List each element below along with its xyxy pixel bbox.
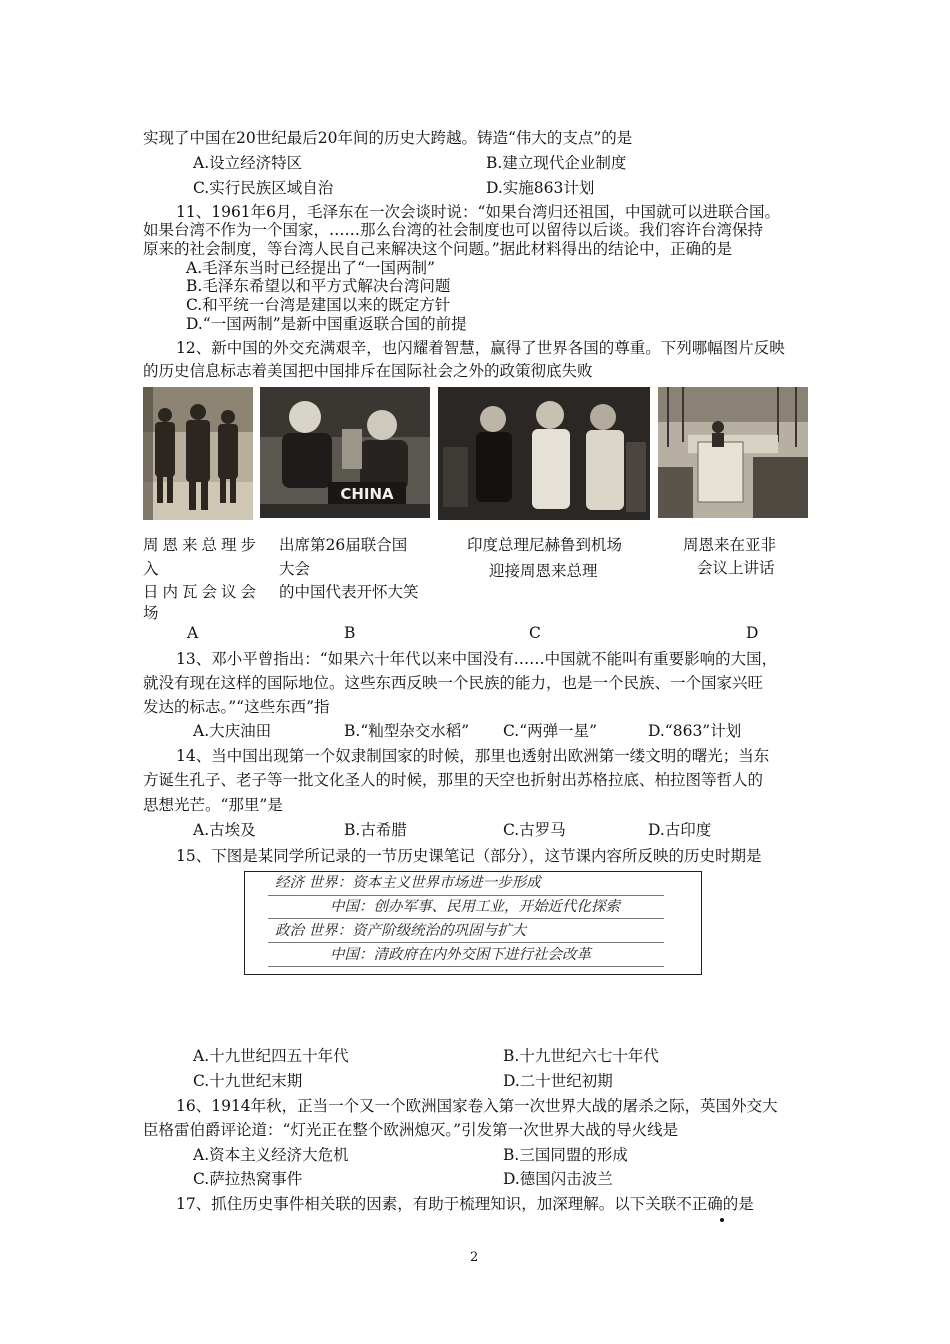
q13-option-c: C.“两弹一星” xyxy=(503,722,598,740)
q11-option-d: D.“一国两制”是新中国重返联合国的前提 xyxy=(186,315,467,333)
q17-stem-line-1: 17、抓住历史事件相关联的因素，有助于梳理知识，加深理解。以下关联不正确的是 xyxy=(176,1195,754,1213)
q11-stem-line-3: 原来的社会制度，等台湾人民自己来解决这个问题。”据此材料得出的结论中，正确的是 xyxy=(143,240,733,258)
photo-letter-c: C xyxy=(529,624,541,642)
note-line-2: 中国：创办军事、民用工业，开始近代化探索 xyxy=(330,899,620,915)
emphasis-dot xyxy=(720,1218,724,1222)
q14-option-d: D.古印度 xyxy=(648,821,712,839)
q15-option-b: B.十九世纪六七十年代 xyxy=(503,1047,659,1065)
q16-stem-line-1: 16、1914年秋，正当一个又一个欧洲国家卷入第一次世界大战的屠杀之际，英国外交大 xyxy=(176,1097,778,1115)
q14-option-c: C.古罗马 xyxy=(503,821,566,839)
page-number: 2 xyxy=(470,1250,479,1265)
note-line-4: 中国：清政府在内外交困下进行社会改革 xyxy=(330,947,591,963)
photo-letter-a: A xyxy=(187,624,199,642)
q13-option-d: D.“863”计划 xyxy=(648,722,742,740)
note-rule-4 xyxy=(268,966,664,967)
q10-option-d: D.实施863计划 xyxy=(486,179,595,197)
q13-option-a: A.大庆油田 xyxy=(193,722,272,740)
caption-c-line-1: 印度总理尼赫鲁到机场 xyxy=(467,536,623,554)
q14-stem-line-1: 14、当中国出现第一个奴隶制国家的时候，那里也透射出欧洲第一缕文明的曙光；当东 xyxy=(176,747,770,765)
q13-option-b: B.“籼型杂交水稻” xyxy=(344,722,470,740)
photo-b-china-sign: CHINA xyxy=(340,485,394,503)
caption-b-line-3: 的中国代表开怀大笑 xyxy=(279,583,419,601)
q11-option-a: A.毛泽东当时已经提出了“一国两制” xyxy=(186,259,435,277)
q11-option-b: B.毛泽东希望以和平方式解决台湾问题 xyxy=(186,277,451,295)
photo-letter-b: B xyxy=(344,624,356,642)
q13-stem-line-1: 13、邓小平曾指出：“如果六十年代以来中国没有……中国就不能叫有重要影响的大国， xyxy=(176,650,778,668)
caption-a-line-2: 入 xyxy=(143,560,159,578)
q13-stem-line-2: 就没有现在这样的国际地位。这些东西反映一个民族的能力，也是一个民族、一个国家兴旺 xyxy=(143,674,764,692)
q16-option-d: D.德国闪击波兰 xyxy=(503,1170,613,1188)
q15-option-a: A.十九世纪四五十年代 xyxy=(193,1047,349,1065)
note-line-3: 政治 世界：资产阶级统治的巩固与扩大 xyxy=(275,923,527,939)
caption-a-line-4: 场 xyxy=(143,604,159,622)
q12-stem-line-2: 的历史信息标志着美国把中国排斥在国际社会之外的政策彻底失败 xyxy=(143,362,593,380)
q10-option-b: B.建立现代企业制度 xyxy=(486,154,627,172)
photo-b-un-delegation xyxy=(260,387,430,518)
note-rule-3 xyxy=(268,942,664,943)
note-rule-2 xyxy=(268,918,664,919)
q13-stem-line-3: 发达的标志。”“这些东西”指 xyxy=(143,698,330,716)
q15-option-c: C.十九世纪末期 xyxy=(193,1072,303,1090)
caption-a-line-3: 日内瓦会议会 xyxy=(143,583,261,601)
q11-stem-line-2: 如果台湾不作为一个国家，……那么台湾的社会制度也可以留待以后谈。我们容许台湾保持 xyxy=(143,221,764,239)
caption-d-line-1: 周恩来在亚非 xyxy=(683,536,777,554)
q16-stem-line-2: 臣格雷伯爵评论道：“灯光正在整个欧洲熄灭。”引发第一次世界大战的导火线是 xyxy=(143,1121,679,1139)
note-rule-1 xyxy=(268,895,664,896)
caption-b-line-2: 大会 xyxy=(279,560,311,578)
photo-a-zhou-enlai-geneva xyxy=(143,387,253,520)
q10-option-a: A.设立经济特区 xyxy=(193,154,303,172)
photo-c-nehru-welcomes-zhou xyxy=(438,387,650,520)
caption-a-line-1: 周恩来总理步 xyxy=(143,536,261,554)
q15-stem-line-1: 15、下图是某同学所记录的一节历史课笔记（部分），这节课内容所反映的历史时期是 xyxy=(176,847,762,865)
caption-c-line-2: 迎接周恩来总理 xyxy=(489,562,598,580)
caption-b-line-1: 出席第26届联合国 xyxy=(279,536,408,554)
q10-stem-line: 实现了中国在20世纪最后20年间的历史大跨越。铸造“伟大的支点”的是 xyxy=(143,129,633,147)
photo-letter-d: D xyxy=(746,624,759,642)
caption-d-line-2: 会议上讲话 xyxy=(697,559,775,577)
q14-option-a: A.古埃及 xyxy=(193,821,256,839)
q16-option-a: A.资本主义经济大危机 xyxy=(193,1146,349,1164)
q11-stem-line-1: 11、1961年6月，毛泽东在一次会谈时说：“如果台湾归还祖国，中国就可以进联合国。 xyxy=(176,203,780,221)
q10-option-c: C.实行民族区域自治 xyxy=(193,179,334,197)
q14-stem-line-2: 方诞生孔子、老子等一批文化圣人的时候，那里的天空也折射出苏格拉底、柏拉图等哲人的 xyxy=(143,771,764,789)
q16-option-c: C.萨拉热窝事件 xyxy=(193,1170,303,1188)
q14-option-b: B.古希腊 xyxy=(344,821,407,839)
q11-option-c: C.和平统一台湾是建国以来的既定方针 xyxy=(186,296,451,314)
q12-stem-line-1: 12、新中国的外交充满艰辛，也闪耀着智慧，赢得了世界各国的尊重。下列哪幅图片反映 xyxy=(176,339,785,357)
note-line-1: 经济 世界：资本主义世界市场进一步形成 xyxy=(275,875,541,891)
q15-option-d: D.二十世纪初期 xyxy=(503,1072,613,1090)
q16-option-b: B.三国同盟的形成 xyxy=(503,1146,628,1164)
photo-d-asian-african-conference xyxy=(658,387,808,518)
q14-stem-line-3: 思想光芒。“那里”是 xyxy=(143,796,283,814)
